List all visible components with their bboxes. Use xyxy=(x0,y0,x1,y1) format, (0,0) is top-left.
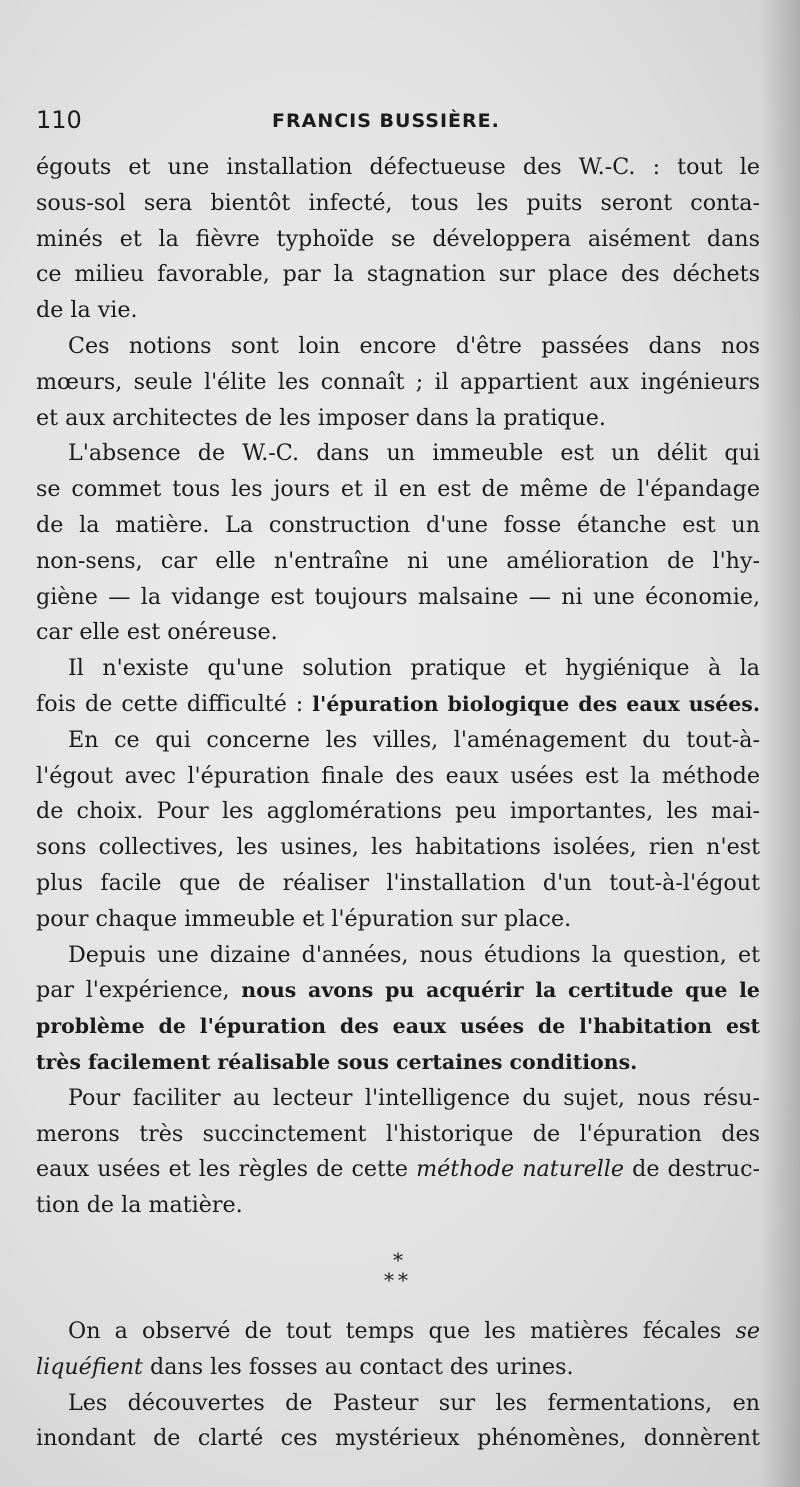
text-line: tion de la matière. xyxy=(36,1192,243,1219)
text-line: inondant de clarté ces mystérieux phénomènes, donnèrent xyxy=(36,1425,760,1452)
text-line: giène — la vidange est toujours malsaine — ni une économie, xyxy=(36,583,760,610)
text-run: eaux usées et les règles de cette xyxy=(36,1156,417,1183)
paragraph-3 xyxy=(36,436,760,651)
italic-text-run: se xyxy=(735,1317,760,1344)
text-line: L'absence de W.-C. dans un immeuble est un délit qui xyxy=(68,440,760,467)
text-line: Ces notions sont loin encore d'être passées dans nos xyxy=(68,332,760,359)
page-body xyxy=(36,150,760,1457)
text-line: de la matière. La construction d'une fosse étanche est un xyxy=(36,511,760,538)
text-line: non-sens, car elle n'entraîne ni une amélioration de l'hy- xyxy=(36,547,760,574)
text-line: Depuis une dizaine d'années, nous étudions la question, et xyxy=(68,941,760,968)
text-run: On a observé de tout temps que les matières fécales xyxy=(68,1317,736,1344)
text-run: dans les fosses au contact des urines. xyxy=(142,1353,574,1380)
text-line: se commet tous les jours et il en est de même de l'épandage xyxy=(36,476,760,503)
text-line: mœurs, seule l'élite les connaît ; il appartient aux ingénieurs xyxy=(36,368,760,395)
text-line: merons très succinctement l'historique de l'épuration des xyxy=(36,1120,760,1147)
paragraph-1 xyxy=(36,150,760,329)
text-line: plus facile que de réaliser l'installation d'un tout-à-l'égout xyxy=(36,869,760,896)
text-line: de la vie. xyxy=(36,297,138,324)
text-run: de destruc- xyxy=(624,1156,760,1183)
text-line: sons collectives, les usines, les habitations isolées, rien n'est xyxy=(36,834,760,861)
text-line: En ce qui concerne les villes, l'aménagement du tout-à- xyxy=(68,726,760,753)
text-line xyxy=(36,1152,760,1188)
text-line: égouts et une installation défectueuse des W.-C. : tout le xyxy=(36,154,760,180)
bold-text-line: problème de l'épuration des eaux usées de l'habitation est xyxy=(36,1014,760,1039)
bold-text-line: très facilement réalisable sous certaines conditions. xyxy=(36,1049,638,1074)
bold-text-run: l'épuration biologique des eaux usées. xyxy=(312,691,760,716)
paragraph-5 xyxy=(36,723,760,938)
text-line: pour chaque immeuble et l'épuration sur place. xyxy=(36,905,572,932)
text-line: car elle est onéreuse. xyxy=(36,619,278,646)
paragraph-4 xyxy=(36,651,760,723)
text-line: l'égout avec l'épuration finale des eaux usées est la méthode xyxy=(36,762,760,789)
text-line: sous-sol sera bientôt infecté, tous les puits seront conta- xyxy=(36,189,760,216)
text-run: par l'expérience, xyxy=(36,977,242,1004)
page-number: 110 xyxy=(36,106,82,134)
section-separator xyxy=(36,1224,760,1314)
page-header xyxy=(36,106,756,146)
separator-star-top: * xyxy=(393,1247,403,1272)
text-line: et aux architectes de les imposer dans la pratique. xyxy=(36,404,606,431)
paragraph-6 xyxy=(36,938,760,1081)
page-edge-shadow xyxy=(760,0,800,1487)
text-line xyxy=(36,973,760,1009)
text-line: Les découvertes de Pasteur sur les fermentations, en xyxy=(68,1389,760,1416)
paragraph-7 xyxy=(36,1081,760,1224)
text-line xyxy=(36,687,760,723)
italic-text-run: méthode naturelle xyxy=(416,1156,625,1183)
separator-stars-bottom: ** xyxy=(384,1267,412,1292)
italic-text-run: liquéfient xyxy=(36,1353,143,1380)
running-head: FRANCIS BUSSIÈRE. xyxy=(272,110,500,132)
bold-text-run: nous avons pu acquérir la certitude que le xyxy=(241,978,760,1003)
text-line: de choix. Pour les agglomérations peu importantes, les mai- xyxy=(36,798,760,825)
text-line: minés et la fièvre typhoïde se développera aisément dans xyxy=(36,225,760,252)
paragraph-2 xyxy=(36,329,760,436)
text-line xyxy=(36,1314,760,1350)
text-run: fois de cette difficulté : xyxy=(36,690,313,717)
text-line: ce milieu favorable, par la stagnation sur place des déchets xyxy=(36,261,760,288)
text-line xyxy=(36,1350,760,1386)
paragraph-8 xyxy=(36,1314,760,1386)
text-line: Pour faciliter au lecteur l'intelligence du sujet, nous résu- xyxy=(68,1084,760,1111)
paragraph-9 xyxy=(36,1386,760,1458)
text-line: Il n'existe qu'une solution pratique et hygiénique à la xyxy=(68,655,760,682)
